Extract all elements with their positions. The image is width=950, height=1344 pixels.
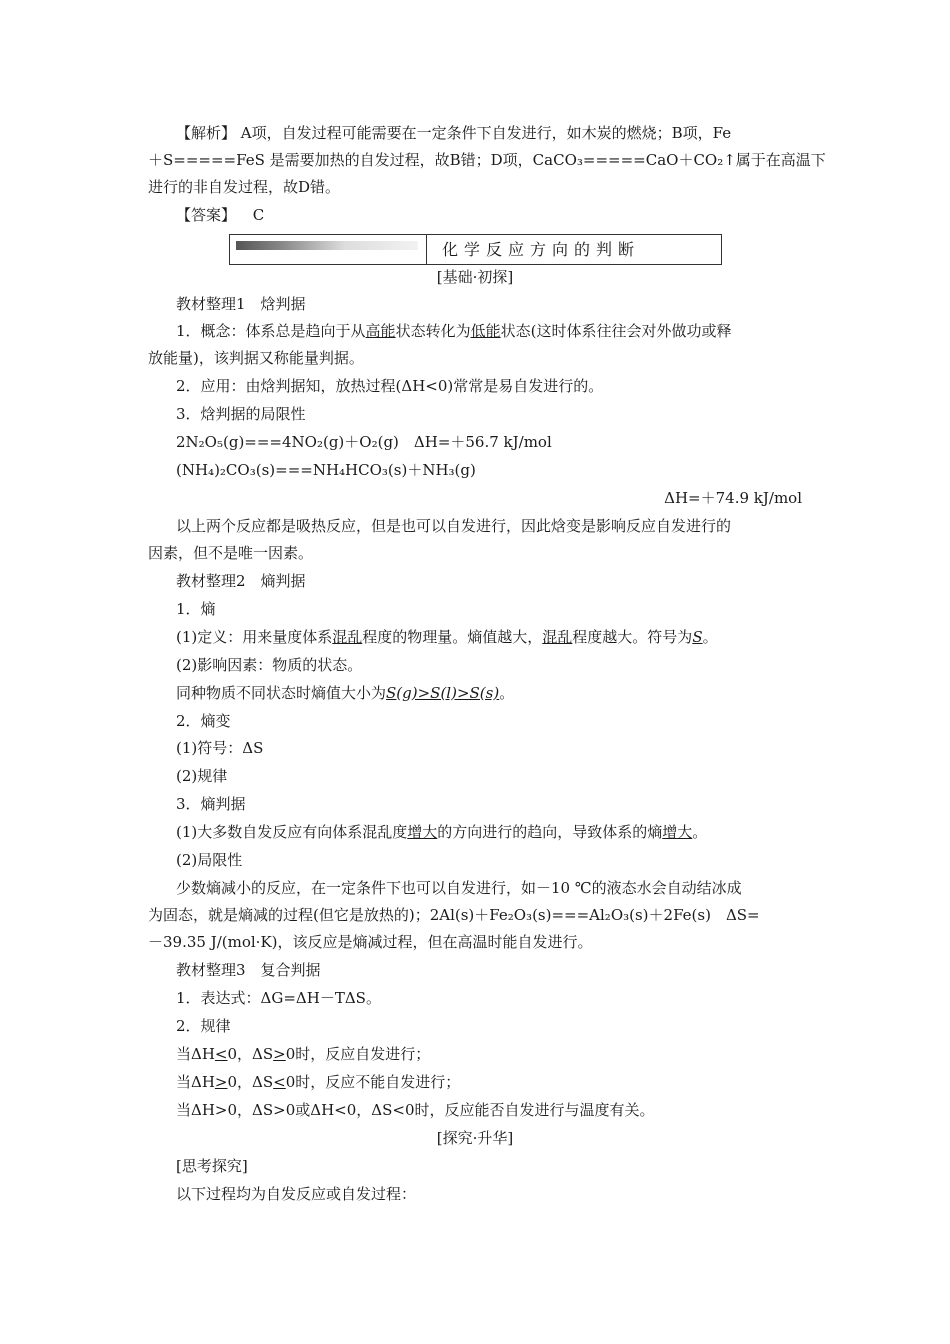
- answer-value: C: [252, 206, 265, 224]
- s2-j3-cont: 为固态，就是熵减的过程(但它是放热的)；2Al(s)＋Fe₂O₃(s)===Al₂O₃(s)＋2Fe(s) ΔS=: [148, 906, 760, 924]
- banner-strip: [236, 241, 418, 250]
- explore-label: [探究·升华]: [436, 1129, 514, 1147]
- s2-order-value: S(g)>S(l)>S(s): [386, 684, 500, 702]
- s2-def-end: 。: [702, 628, 718, 646]
- s3-r2-e: 0时，反应不能自发进行；: [285, 1073, 461, 1091]
- s3-heading: 教材整理3 复合判据: [176, 961, 321, 979]
- s3-r1-a: 当ΔH: [176, 1045, 215, 1063]
- s2-h1: 1．熵: [176, 600, 216, 618]
- s3-r2: [176, 1071, 460, 1093]
- s1-eq1: 2N₂O₅(g)===4NO₂(g)＋O₂(g) ΔH=＋56.7 kJ/mol: [176, 433, 552, 451]
- s2-def: [176, 626, 718, 648]
- s2-order: [176, 682, 514, 704]
- banner-title: 化学反应方向的判断: [442, 240, 641, 259]
- s2-order-a: 同种物质不同状态时熵值大小为: [176, 684, 387, 702]
- s1-p1-high: 高能: [365, 322, 396, 340]
- s2-rule: (2)规律: [176, 767, 228, 785]
- s2-j1-end: 。: [692, 823, 708, 841]
- s2-def-c: 程度的物理量。熵值越大，: [362, 628, 543, 646]
- s1-eq2: (NH₄)₂CO₃(s)===NH₄HCO₃(s)＋NH₃(g): [176, 461, 476, 479]
- s2-j1-increase-2: 增大: [662, 823, 693, 841]
- analysis-tag: 【解析】: [176, 124, 237, 142]
- s1-heading: 教材整理1 焓判据: [176, 295, 306, 313]
- think-label: [思考探究]: [176, 1157, 248, 1175]
- s3-r2-c: 0，ΔS: [227, 1073, 274, 1091]
- s3-r1-e: 0时，反应自发进行；: [285, 1045, 431, 1063]
- section-banner: [229, 234, 722, 265]
- last-line: 以下过程均为自发反应或自发过程：: [176, 1185, 417, 1203]
- analysis-line-3: 进行的非自发过程，故D错。: [148, 178, 341, 196]
- s2-def-chaos-2: 混乱: [542, 628, 573, 646]
- s3-rule: 2．规律: [176, 1017, 231, 1035]
- s3-r2-gt: >: [214, 1073, 228, 1091]
- s1-p1-a: 1．概念：体系总是趋向于从: [176, 322, 366, 340]
- s2-def-e: 程度越大。符号为: [572, 628, 693, 646]
- s1-p1: [176, 320, 731, 342]
- s2-heading: 教材整理2 熵判据: [176, 572, 306, 590]
- s1-eq2-dh: ΔH=＋74.9 kJ/mol: [664, 489, 802, 507]
- s1-p4: 以上两个反应都是吸热反应，但是也可以自发进行，因此焓变是影响反应自发进行的: [176, 517, 732, 535]
- s1-p1-c: 状态转化为: [395, 322, 471, 340]
- s1-p1-cont: 放能量)，该判据又称能量判据。: [148, 349, 364, 367]
- s3-r2-a: 当ΔH: [176, 1073, 215, 1091]
- s2-order-end: 。: [499, 684, 515, 702]
- s2-h3: 3．熵判据: [176, 795, 246, 813]
- s1-p4-cont: 因素，但不是唯一因素。: [148, 544, 314, 562]
- s3-expr: 1．表达式：ΔG=ΔH－TΔS。: [176, 989, 381, 1007]
- s1-p2: 2．应用：由焓判据知，放热过程(ΔH<0)常常是易自发进行的。: [176, 377, 604, 395]
- s2-def-symbol: S: [692, 628, 703, 646]
- answer-tag: 【答案】: [176, 206, 237, 224]
- s2-factor: (2)影响因素：物质的状态。: [176, 656, 363, 674]
- s3-r3: 当ΔH>0，ΔS>0或ΔH<0，ΔS<0时，反应能否自发进行与温度有关。: [176, 1101, 655, 1119]
- s1-p1-low: 低能: [470, 322, 501, 340]
- s3-r1-lt: <: [214, 1045, 228, 1063]
- basic-label: [基础·初探]: [436, 268, 514, 286]
- s3-r1-gt: >: [273, 1045, 286, 1063]
- s2-j1-a: (1)大多数自发反应有向体系混乱度: [176, 823, 408, 841]
- analysis-line-2: ＋S=====FeS 是需要加热的自发过程，故B错；D项，CaCO₃=====CaO＋CO₂↑属于在高温下: [148, 151, 826, 169]
- s3-r1-c: 0，ΔS: [227, 1045, 274, 1063]
- s2-def-a: (1)定义：用来量度体系: [176, 628, 333, 646]
- s1-p3: 3．焓判据的局限性: [176, 405, 306, 423]
- s2-j3-cont-2: －39.35 J/(mol·K)，该反应是熵减过程，但在高温时能自发进行。: [148, 933, 593, 951]
- s3-r2-lt: <: [273, 1073, 286, 1091]
- s2-symbol: (1)符号：ΔS: [176, 739, 264, 757]
- answer-line: [176, 204, 264, 226]
- s2-j1-c: 的方向进行的趋向，导致体系的熵: [437, 823, 663, 841]
- analysis-text-1: A项，自发过程可能需要在一定条件下自发进行，如木炭的燃烧；B项，Fe: [240, 124, 732, 142]
- s2-j3: 少数熵减小的反应，在一定条件下也可以自发进行，如－10 ℃的液态水会自动结冰成: [176, 879, 742, 897]
- s2-j1-increase: 增大: [407, 823, 438, 841]
- s2-def-chaos: 混乱: [332, 628, 363, 646]
- s2-h2: 2．熵变: [176, 712, 231, 730]
- banner-decoration: [230, 235, 427, 264]
- s3-r1: [176, 1043, 430, 1065]
- s2-j2: (2)局限性: [176, 851, 243, 869]
- s2-j1: [176, 821, 707, 843]
- s1-p1-e: 状态(这时体系往往会对外做功或释: [500, 322, 732, 340]
- analysis-line-1: [176, 122, 731, 144]
